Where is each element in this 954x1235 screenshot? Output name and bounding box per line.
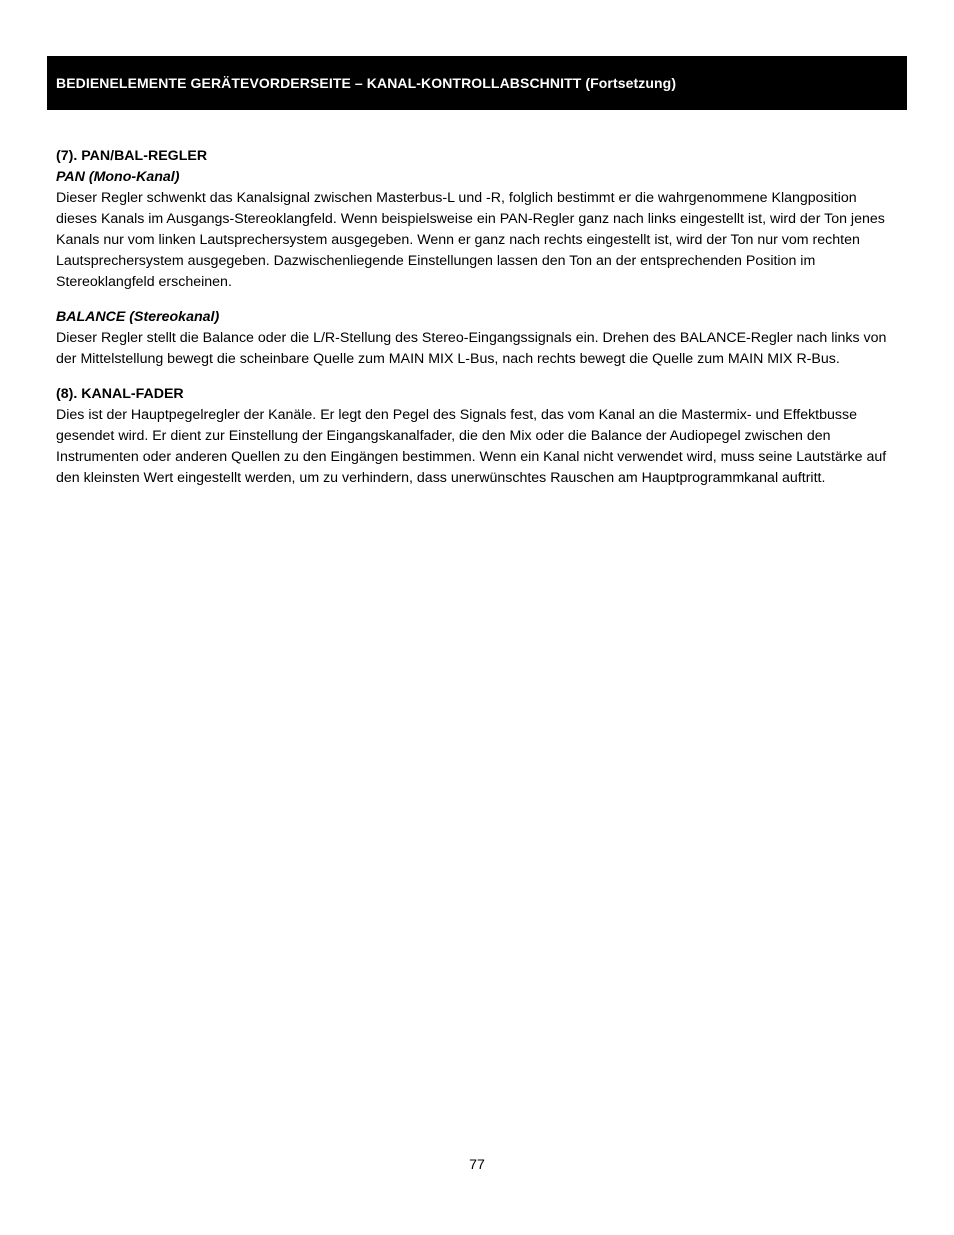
balance-description: Dieser Regler stellt die Balance oder die L/R-Stellung des Stereo-Eingangssignals ein. Drehen des BALANCE-Regler nach links von der Mittelstellung bewegt die scheinbare Quelle zum MAIN MIX L-Bus, nach rechts bewegt die Quelle zum MAIN MIX R-Bus.: [56, 330, 887, 367]
pan-description: Dieser Regler schwenkt das Kanalsignal zwischen Masterbus-L und -R, folglich bestimmt er die wahrgenommene Klangposition dieses Kanals im Ausgangs-Stereoklangfeld. Wenn beispielsweise ein PAN-Regler ganz nach links eingestellt ist, wird der Ton jenes Kanals nur vom linken Lautsprechersystem ausgegeben. Wenn er ganz nach rechts eingestellt ist, wird der Ton nur vom rechten Lautsprechersystem ausgegeben. Dazwischenliegende Einstellungen lassen den Ton an der entsprechenden Position im Stereoklangfeld erscheinen.: [56, 190, 885, 290]
pan-subheading: PAN (Mono-Kanal): [56, 169, 180, 185]
kanal-fader-heading: (8). KANAL-FADER: [56, 386, 184, 402]
document-body: [56, 146, 898, 489]
balance-subheading: BALANCE (Stereokanal): [56, 309, 220, 325]
section-pan-bal: [56, 146, 898, 293]
pan-bal-heading: (7). PAN/BAL-REGLER: [56, 148, 208, 164]
section-balance: [56, 307, 898, 370]
kanal-fader-description: Dies ist der Hauptpegelregler der Kanäle. Er legt den Pegel des Signals fest, das vom Kanal an die Mastermix- und Effektbusse gesendet wird. Er dient zur Einstellung der Eingangskanalfader, die den Mix oder die Balance der Audiopegel zwischen den Instrumenten oder anderen Quellen zu den Eingängen bestimmen. Wenn ein Kanal nicht verwendet wird, muss seine Lautstärke auf den kleinsten Wert eingestellt werden, um zu verhindern, dass unerwünschtes Rauschen am Hauptprogrammkanal auftritt.: [56, 407, 887, 486]
section-kanal-fader: [56, 384, 898, 489]
section-header-bar: [47, 56, 907, 110]
page-number: 77: [469, 1157, 485, 1173]
section-header-title: BEDIENELEMENTE GERÄTEVORDERSEITE – KANAL-KONTROLLABSCHNITT (Fortsetzung): [56, 75, 677, 91]
